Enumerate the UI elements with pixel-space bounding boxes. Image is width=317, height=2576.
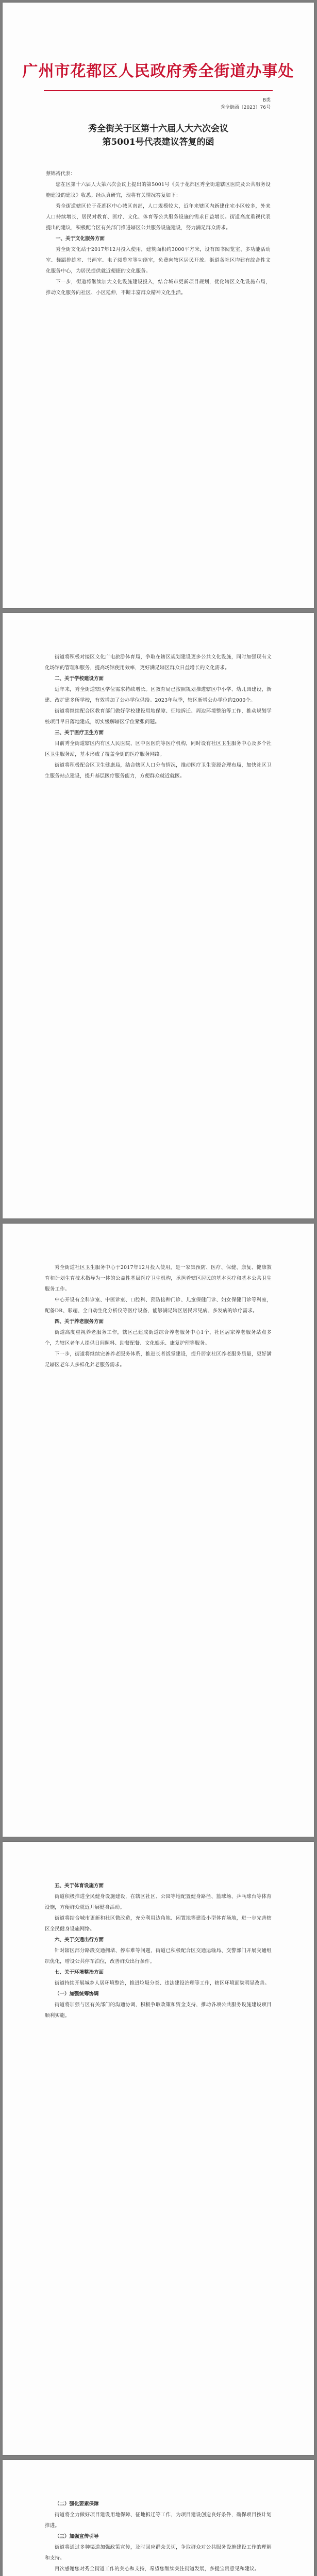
document-page-4 [3,1842,314,2455]
body-paragraph: 街道将积极配合区卫生健康局，结合辖区人口分布情况，推动医疗卫生资源合理布局，加快社区卫生服务站点建设，提升基层医疗服务能力，方便群众就近就医。 [45,762,272,779]
doc-number: 秀全街函〔2023〕76号 [220,105,271,110]
section-heading: 五、关于体育设施方面 [55,1883,104,1889]
issuing-org-title: 广州市花都区人民政府秀全街道办事处 [22,62,294,80]
body-paragraph: 街道将通过多种渠道加强政策宣传，及时回应群众关切，争取群众对公共服务设施建设工作的理解和支持。 [45,2545,272,2561]
body-paragraph: 秀全街文化站于2017年12月投入使用，建筑面积约3000平方米，设有图书阅览室、多功能活动室、舞蹈排练室、书画室、电子阅览室等功能室，免费向辖区居民开放。街道各社区均建有综合性文化服务中心，为居民提供就近便捷的文化服务。 [46,247,271,274]
page-2-body [45,652,272,782]
body-paragraph: 街道将结合城市更新和社区微改造，充分利用边角地、闲置地等建设小型体育场地，进一步完善辖区全民健身设施网络。 [45,1916,272,1932]
section-heading: （二）强化要素保障 [55,2501,99,2507]
section-heading: 二、关于学校建设方面 [55,676,104,682]
document-page-2 [3,613,314,1218]
body-paragraph: 您在区第十六届人大第六次会议上提出的第5001号《关于花都区秀全街道辖区医院及公共服务设施建设的建议》收悉。经认真研究，现将有关情况答复如下： [46,182,271,198]
document-page-1 [3,3,314,608]
body-paragraph: 下一步，街道将继续完善养老服务体系，推进长者饭堂建设，提升居家社区养老服务质量，更好满足辖区老年人多样化养老服务需求。 [45,1351,272,1368]
body-paragraph: 街道持续开展城乡人居环境整治，推进垃圾分类、违法建设治理等工作，辖区环境面貌明显改善。 [55,1980,270,1986]
section-heading: 三、关于医疗卫生方面 [55,730,104,736]
section-heading: （一）加强统筹协调 [55,1991,99,1997]
body-paragraph: 街道积极推进全民健身设施建设，在辖区社区、公园等地配置健身路径、篮球场、乒乓球台等体育设施，方便群众就近开展健身活动。 [45,1894,272,1910]
body-paragraph: 街道将加强与区有关部门的沟通协调，积极争取政策和资金支持，推动各项公共服务设施建设项目顺利实施。 [45,2002,272,2019]
page-5-body [45,2499,272,2574]
document-page-3 [3,1224,314,1837]
section-heading: 七、关于环境整治方面 [55,1970,104,1975]
body-paragraph: 街道将全力做好项目建设用地保障、征地拆迁等工作，为项目建设创造良好条件，确保项目按计划推进。 [45,2512,272,2529]
body-paragraph: 秀全街道社区卫生服务中心于2017年12月投入使用，是一家集预防、医疗、保健、康复、健康教育和计划生育技术指导为一体的公益性基层医疗卫生机构，承担着辖区居民的基本医疗和基本公共卫生服务工作。 [45,1265,272,1292]
section-heading: 一、关于文化服务方面 [56,236,105,242]
doc-title-line-1: 秀全街关于区第十六届人大六次会议 [88,124,228,134]
body-paragraph: 街道高度重视养老服务工作，辖区已建成街道综合养老服务中心1个、社区居家养老服务站点多个，为辖区老年人提供日间照料、助餐配餐、文化娱乐、康复护理等服务。 [45,1330,272,1346]
body-paragraph: 中心开设有全科诊室、中医诊室、口腔科、预防接种门诊、儿童保健门诊、妇女保健门诊等科室，配备DR、彩超、全自动生化分析仪等医疗设备，能够满足辖区居民常见病、多发病的诊疗需求。 [45,1297,272,1314]
body-paragraph: 近年来，秀全街道辖区学位需求持续增长。区教育局已按照规划推进辖区中小学、幼儿园建设，新建、改扩建多所学校，有效增加了公办学位供给。2023年秋季，辖区新增公办学位约2000个。 [45,687,272,703]
salutation: 蔡锦裕代表： [46,171,76,177]
section-heading: （三）加强宣传引导 [55,2534,99,2539]
page-3-body [45,1262,272,1370]
body-paragraph: 再次感谢您对秀全街道工作的关心和支持，希望您继续关注街道发展，多提宝贵意见和建议。 [55,2566,260,2572]
page-4-body [45,1880,272,2021]
doc-category: B类 [262,98,271,103]
body-paragraph: 目前秀全街道辖区内有区人民医院、区中医医院等医疗机构，同时设有社区卫生服务中心及多个社区卫生服务站，基本形成了覆盖全街的医疗服务网络。 [45,741,272,757]
red-header-rule [44,90,273,91]
body-paragraph: 街道将积极对接区文化广电旅游体育局，争取在辖区规划建设更多公共文化设施，同时加强现有文化场馆的管理和服务，提高场馆使用效率，更好满足辖区群众日益增长的文化需求。 [45,654,272,671]
body-paragraph: 秀全街道辖区位于花都区中心城区南部，人口规模较大，近年来辖区内新建住宅小区较多，外来人口持续增长，居民对教育、医疗、文化、体育等公共服务设施的需求日益增长。街道高度重视代表提出的建议，积极配合区有关部门推进辖区公共服务设施建设，努力满足群众需求。 [46,204,271,231]
section-heading: 六、关于交通出行方面 [55,1937,104,1943]
body-paragraph: 街道将继续配合区教育部门做好学校建设用地保障、征地拆迁、周边环境整治等工作，推动规划学校项目早日落地建成，切实缓解辖区学位紧张问题。 [45,708,272,725]
page-1-body [46,179,271,298]
body-paragraph: 针对辖区部分路段交通拥堵、停车难等问题，街道已积极配合区交通运输局、交警部门开展交通组织优化，增设公共停车泊位，改善群众出行条件。 [45,1948,272,1964]
section-heading: 四、关于养老服务方面 [55,1319,104,1325]
document-page-5 [3,2460,314,2576]
doc-title-line-2: 第5001号代表建议答复的函 [102,137,214,147]
body-paragraph: 下一步，街道将继续加大文化设施建设投入，结合城市更新项目规划，优化辖区文化设施布局，推动文化服务向社区、小区延伸，不断丰富群众精神文化生活。 [46,279,271,296]
